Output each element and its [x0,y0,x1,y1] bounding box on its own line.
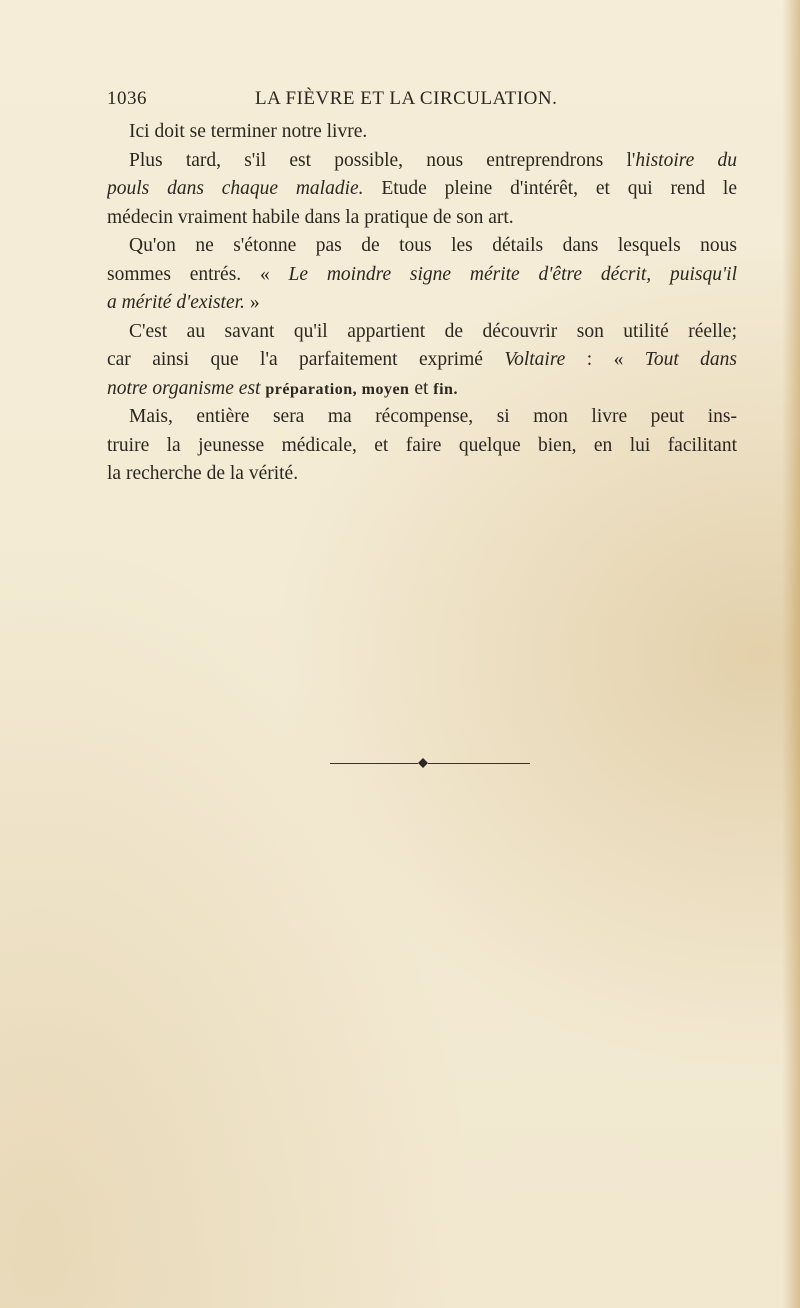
italic-quote-moindre-signe: Le moindre signe mérite d'être décrit, puisqu'il [288,263,737,285]
text-line-10 [107,375,737,404]
italic-pouls: pouls dans chaque maladie. [107,178,364,199]
ornament-rule-left [330,763,418,764]
line-4: médecin vraiment habile dans la pratique de son art. [107,206,514,228]
italic-tout-dans: Tout dans [644,349,737,370]
line-13: la recherche de la vérité. [107,463,299,484]
text-line-2 [107,147,737,176]
bold-fin: fin. [433,380,458,398]
body-text [107,118,737,489]
text-line-12 [107,432,737,461]
italic-quote-merite: a mérité d'exister. [107,292,245,313]
sentence-end-of-book: Ici doit se terminer notre livre. [129,121,368,142]
page-edge-shadow [782,0,800,1308]
line-8: C'est au savant qu'il appartient de découvrir son utilité réelle; [129,320,737,342]
text-line-13 [107,460,737,489]
line-6-part-a: sommes entrés. « [107,263,289,285]
page-number: 1036 [107,88,147,109]
closing-ornament [330,756,530,770]
running-title: LA FIÈVRE ET LA CIRCULATION. [255,88,558,109]
line-12: truire la jeunesse médicale, et faire quelque bien, en lui facilitant [107,434,737,456]
text-line-8 [107,318,737,347]
text-line-1 [107,118,737,147]
bold-preparation-moyen: préparation, moyen [265,380,410,398]
text-line-6 [107,261,737,290]
word-et: et [409,377,434,399]
diamond-icon [418,758,428,768]
italic-notre-organisme: notre organisme est [107,377,261,399]
line-2-part-a: Plus tard, s'il est possible, nous entreprendrons l' [129,149,636,171]
text-line-4 [107,204,737,233]
line-9-part-a: car ainsi que l'a parfaitement exprimé [107,349,505,370]
text-line-5 [107,232,737,261]
text-line-11 [107,403,737,432]
line-9-part-c: : « [565,349,645,370]
closing-quote: » [244,292,260,313]
line-11: Mais, entière sera ma récompense, si mon livre peut ins- [129,406,737,427]
ornament-rule-right [428,763,530,764]
text-line-9 [107,346,737,375]
running-head [107,88,737,112]
text-line-3 [107,175,737,204]
italic-voltaire: Voltaire [504,349,566,370]
text-line-7 [107,289,737,318]
line-5: Qu'on ne s'étonne pas de tous les détails dans lesquels nous [129,235,737,256]
italic-histoire: histoire du [635,149,737,171]
line-3-part-b: Etude pleine d'intérêt, et qui rend le [363,178,737,199]
